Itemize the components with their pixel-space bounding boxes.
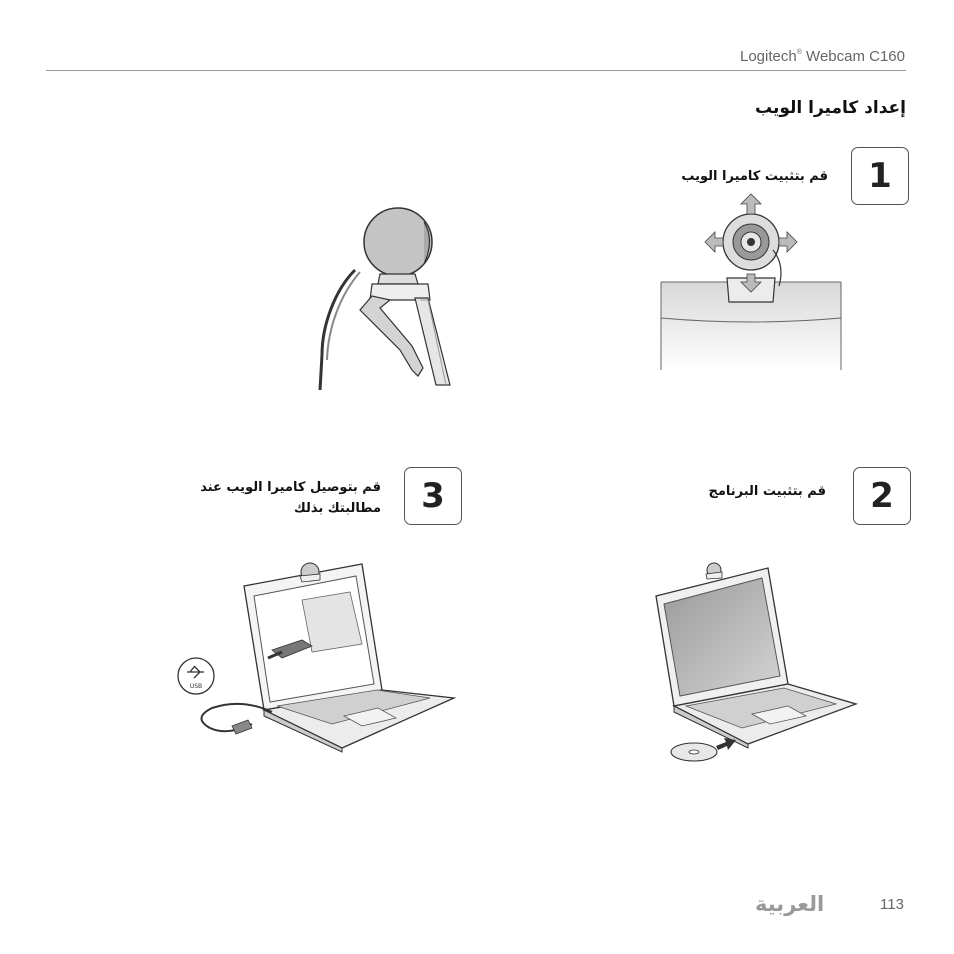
step-1-text: قم بتثبيت كاميرا الويب [681,169,828,184]
brand-name: Logitech [740,48,797,65]
step-2-number: 2 [853,467,911,525]
model-name: Webcam C160 [801,48,905,65]
page-title: إعداد كاميرا الويب [754,98,906,118]
webcam-monitor-illustration [655,190,845,370]
usb-label: USB [189,683,203,690]
step-3-text [200,477,381,519]
step-2-text: قم بتثبيت البرنامج [708,484,826,499]
step-3-number: 3 [404,467,462,525]
step-1-number: 1 [851,147,909,205]
step-3-text-line2: مطالبتك بذلك [293,501,381,516]
header-rule [46,70,906,71]
page-number: 113 [880,896,904,913]
laptop-usb-illustration [172,548,462,753]
registered-mark: ® [796,49,802,56]
footer-language: العربية [755,892,825,916]
laptop-cd-illustration [650,558,860,768]
step-3-text-line1: قم بتوصيل كاميرا الويب عند [200,480,381,495]
webcam-clip-illustration [300,200,470,390]
running-header [0,48,905,65]
